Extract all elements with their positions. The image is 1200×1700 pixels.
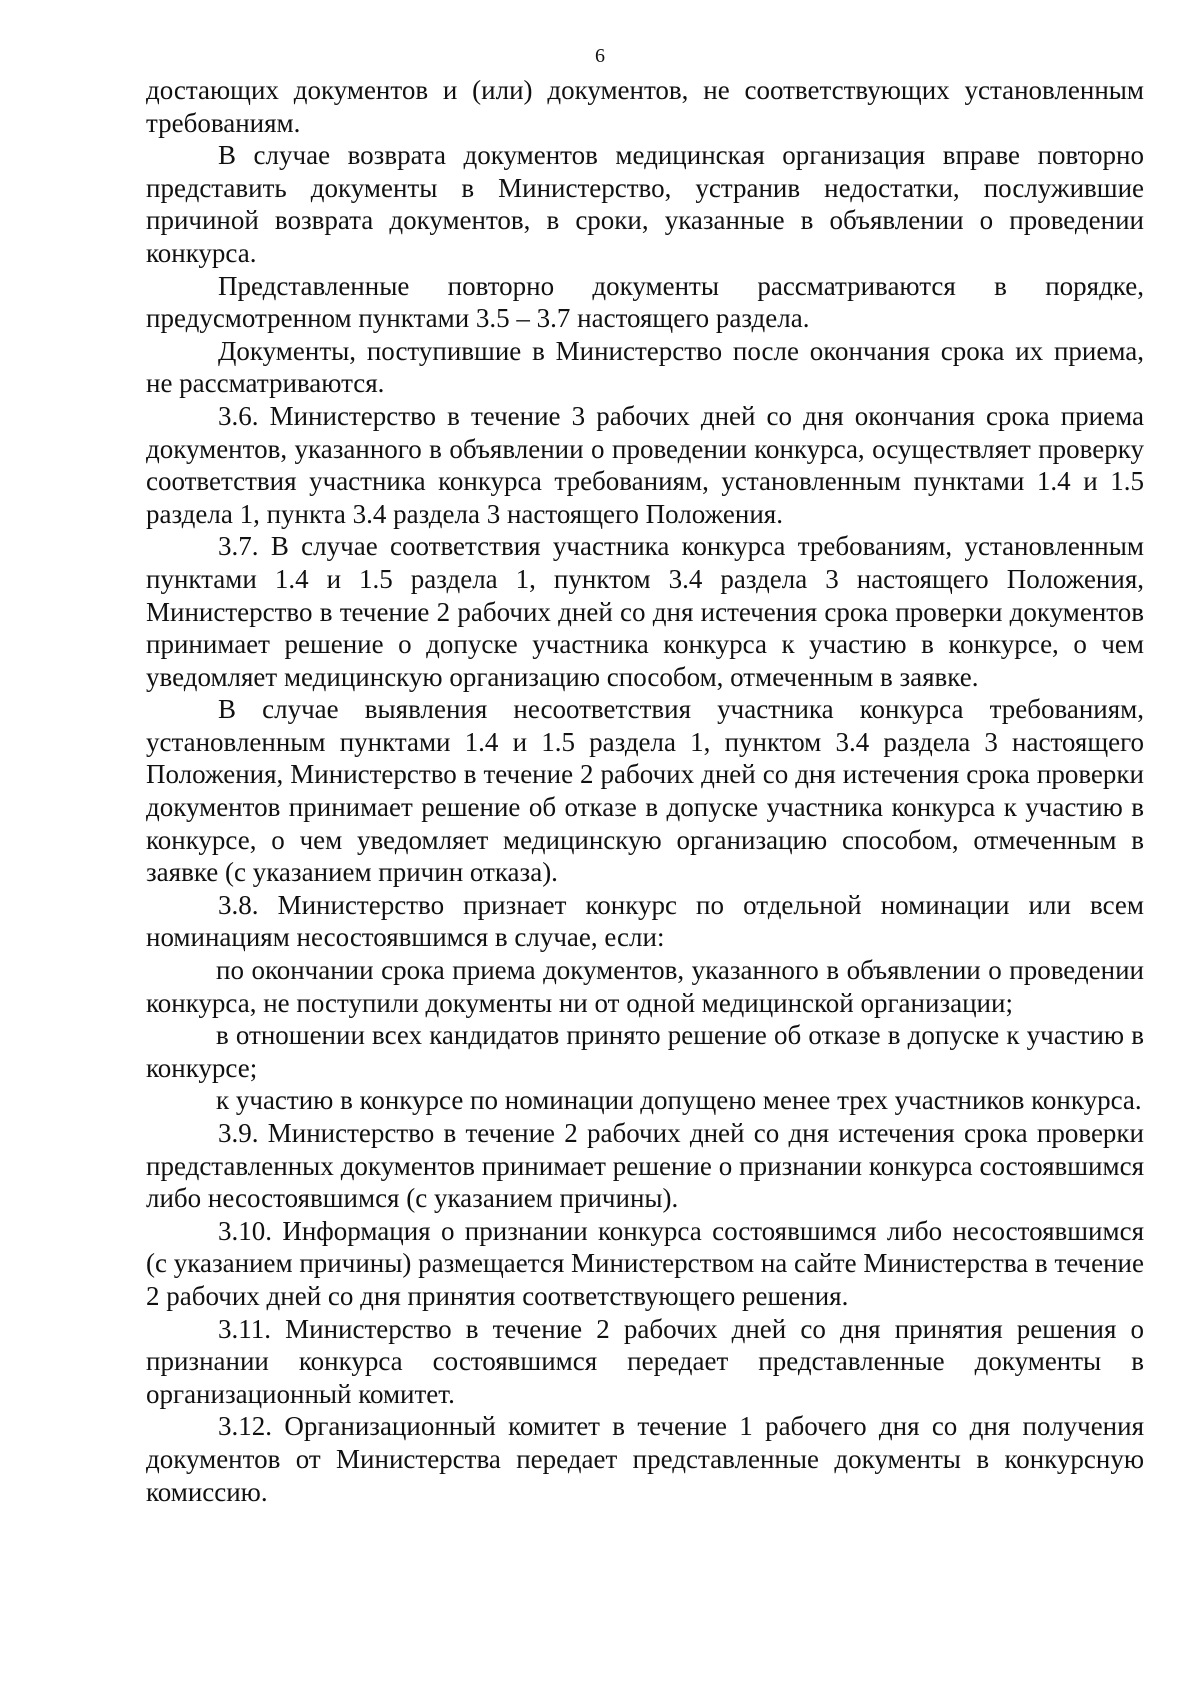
paragraph-3-7-refusal: В случае выявления несоответствия участника конкурса требованиям, установленным пунктами 1.4 и 1.5 раздела 1, пунктом 3.4 раздела 3 настоящего Положения, Министерство в течение 2 рабочих дней со дня истечения срока проверки документов принимает решение об отказе в допуске участника конкурса к участию в конкурсе, о чем уведомляет медицинскую организацию способом, отмеченным в заявке (с указанием причин отказа). [146,694,1144,888]
paragraph-3-11: 3.11. Министерство в течение 2 рабочих дней со дня принятия решения о признании конкурса состоявшимся передает представленные документы в организационный комитет. [146,1313,1144,1409]
paragraph-continuation: достающих документов и (или) документов, не соответствующих установленным требованиям. [146,75,1144,138]
paragraph-return-of-documents: В случае возврата документов медицинская организация вправе повторно представить документы в Министерство, устранив недостатки, послужившие причиной возврата документов, в сроки, указанные в объявлении о проведении конкурса. [146,140,1144,268]
paragraph-3-12: 3.12. Организационный комитет в течение 1 рабочего дня со дня получения документов от Министерства передает представленные документы в конкурсную комиссию. [146,1411,1144,1507]
paragraph-3-6: 3.6. Министерство в течение 3 рабочих дней со дня окончания срока приема документов, указанного в объявлении о проведении конкурса, осуществляет проверку соответствия участника конкурса требованиям, установленным пунктами 1.4 и 1.5 раздела 1, пункта 3.4 раздела 3 настоящего Положения. [146,400,1144,529]
paragraph-3-7: 3.7. В случае соответствия участника конкурса требованиям, установленным пунктами 1.4 и 1.5 раздела 1, пунктом 3.4 раздела 3 настоящего Положения, Министерство в течение 2 рабочих дней со дня истечения срока проверки документов принимает решение о допуске участника конкурса к участию в конкурсе, о чем уведомляет медицинскую организацию способом, отмеченным в заявке. [146,531,1144,692]
paragraph-3-8-condition-3: к участию в конкурсе по номинации допущено менее трех участников конкурса. [216,1085,1142,1116]
paragraph-3-9: 3.9. Министерство в течение 2 рабочих дней со дня истечения срока проверки представленных документов принимает решение о признании конкурса состоявшимся либо несостоявшимся (с указанием причины). [146,1118,1144,1214]
paragraph-late-documents: Документы, поступившие в Министерство после окончания срока их приема, не рассматриваются. [146,335,1144,399]
paragraph-3-8-condition-2: в отношении всех кандидатов принято решение об отказе в допуске к участию в конкурсе; [146,1020,1144,1083]
page-number: 6 [595,45,605,67]
paragraph-resubmitted-documents: Представленные повторно документы рассматриваются в порядке, предусмотренном пунктами 3.5 – 3.7 настоящего раздела. [146,270,1144,334]
document-body [146,74,1144,1508]
paragraph-3-10: 3.10. Информация о признании конкурса состоявшимся либо несостоявшимся (с указанием причины) размещается Министерством на сайте Министерства в течение 2 рабочих дней со дня принятия соответствующего решения. [146,1215,1144,1311]
paragraph-3-8-condition-1: по окончании срока приема документов, указанного в объявлении о проведении конкурса, не поступили документы ни от одной медицинской организации; [146,955,1144,1018]
paragraph-3-8: 3.8. Министерство признает конкурс по отдельной номинации или всем номинациям несостоявшимся в случае, если: [146,889,1144,953]
